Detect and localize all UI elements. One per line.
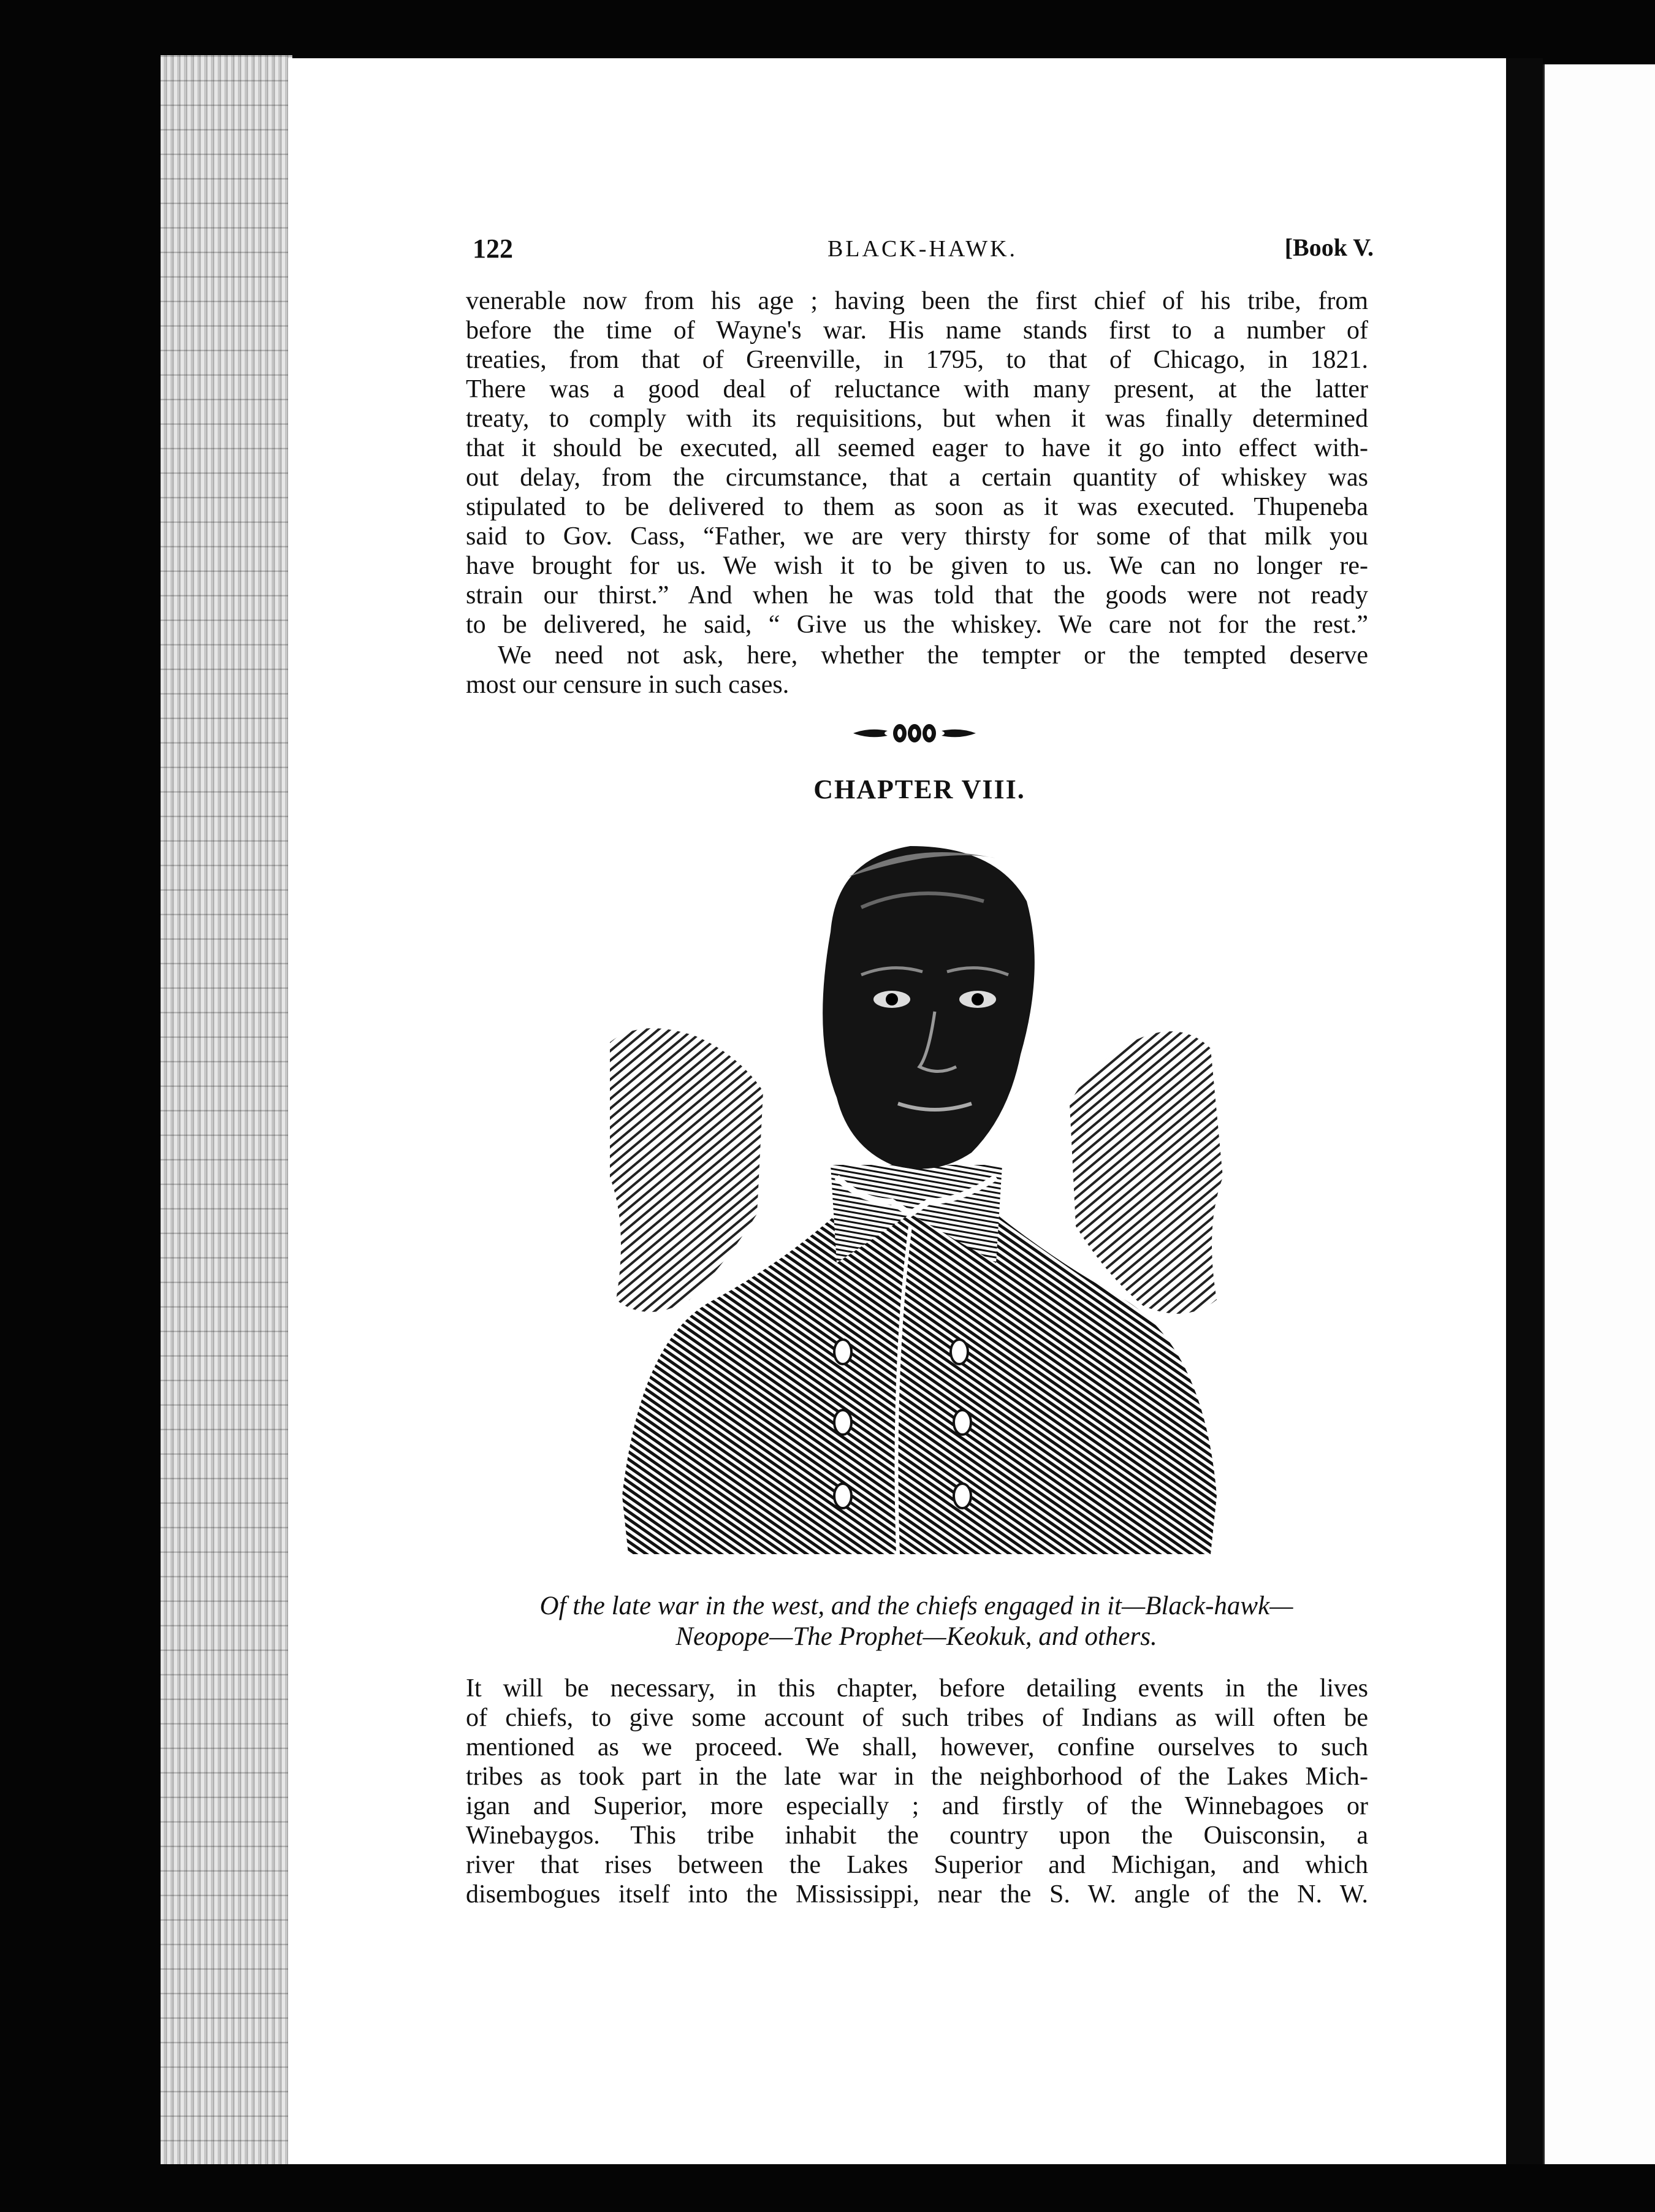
text-line: mentioned as we proceed. We shall, however, confine ourselves to such	[466, 1733, 1368, 1761]
summary-line: Of the late war in the west, and the chiefs engaged in it—Black-hawk—	[539, 1592, 1293, 1620]
text-line: treaties, from that of Greenville, in 1795, to that of Chicago, in 1821.	[466, 346, 1368, 374]
running-title: BLACK-HAWK.	[827, 236, 1018, 262]
text-line: river that rises between the Lakes Superior and Michigan, and which	[466, 1851, 1368, 1879]
running-header	[469, 233, 1376, 276]
chapter-summary	[457, 1591, 1376, 1652]
text-line: It will be necessary, in this chapter, before detailing events in the lives	[466, 1674, 1368, 1703]
book-label: [Book V.	[1284, 234, 1374, 261]
text-line: There was a good deal of reluctance with many present, at the latter	[466, 375, 1368, 403]
text-line: of chiefs, to give some account of such tribes of Indians as will often be	[466, 1704, 1368, 1732]
text-line: Winebaygos. This tribe inhabit the country upon the Ouisconsin, a	[466, 1821, 1368, 1850]
text-line: most our censure in such cases.	[466, 671, 789, 699]
text-line: venerable now from his age ; having been the first chief of his tribe, from	[466, 287, 1368, 315]
portrait-engraving	[604, 834, 1229, 1557]
chapter-heading: CHAPTER VIII.	[813, 774, 1025, 804]
text-line: treaty, to comply with its requisitions, but when it was finally determined	[466, 405, 1368, 433]
facing-page-edge	[1543, 64, 1655, 2164]
page-number: 122	[473, 234, 513, 264]
paragraph-continued	[466, 286, 1368, 639]
text-line: said to Gov. Cass, “Father, we are very thirsty for some of that milk you	[466, 522, 1368, 551]
text-line: have brought for us. We wish it to be given to us. We can no longer re-	[466, 552, 1368, 580]
text-line: igan and Superior, more especially ; and firstly of the Winnebagoes or	[466, 1792, 1368, 1820]
book-gutter	[1506, 58, 1543, 2164]
scan-background	[161, 2164, 1655, 2212]
text-line: to be delivered, he said, “ Give us the whiskey. We care not for the rest.”	[466, 611, 1368, 639]
chapter-body-paragraph	[466, 1674, 1368, 1909]
text-line: tribes as took part in the late war in the neighborhood of the Lakes Mich-	[466, 1763, 1368, 1791]
page-edge-stack	[161, 55, 292, 2164]
summary-line: Neopope—The Prophet—Keokuk, and others.	[675, 1622, 1157, 1651]
text-line: before the time of Wayne's war. His name stands first to a number of	[466, 316, 1368, 345]
text-line: stipulated to be delivered to them as soon as it was executed. Thupeneba	[466, 493, 1368, 521]
text-line: out delay, from the circumstance, that a certain quantity of whiskey was	[466, 463, 1368, 492]
text-line: that it should be executed, all seemed eager to have it go into effect with-	[466, 434, 1368, 462]
paragraph-closing	[466, 641, 1368, 700]
ornament-divider	[851, 716, 978, 750]
text-line: strain our thirst.” And when he was told that the goods were not ready	[466, 581, 1368, 609]
text-line: We need not ask, here, whether the tempter or the tempted deserve	[498, 641, 1368, 669]
text-line: disembogues itself into the Mississippi, near the S. W. angle of the N. W.	[466, 1880, 1368, 1909]
